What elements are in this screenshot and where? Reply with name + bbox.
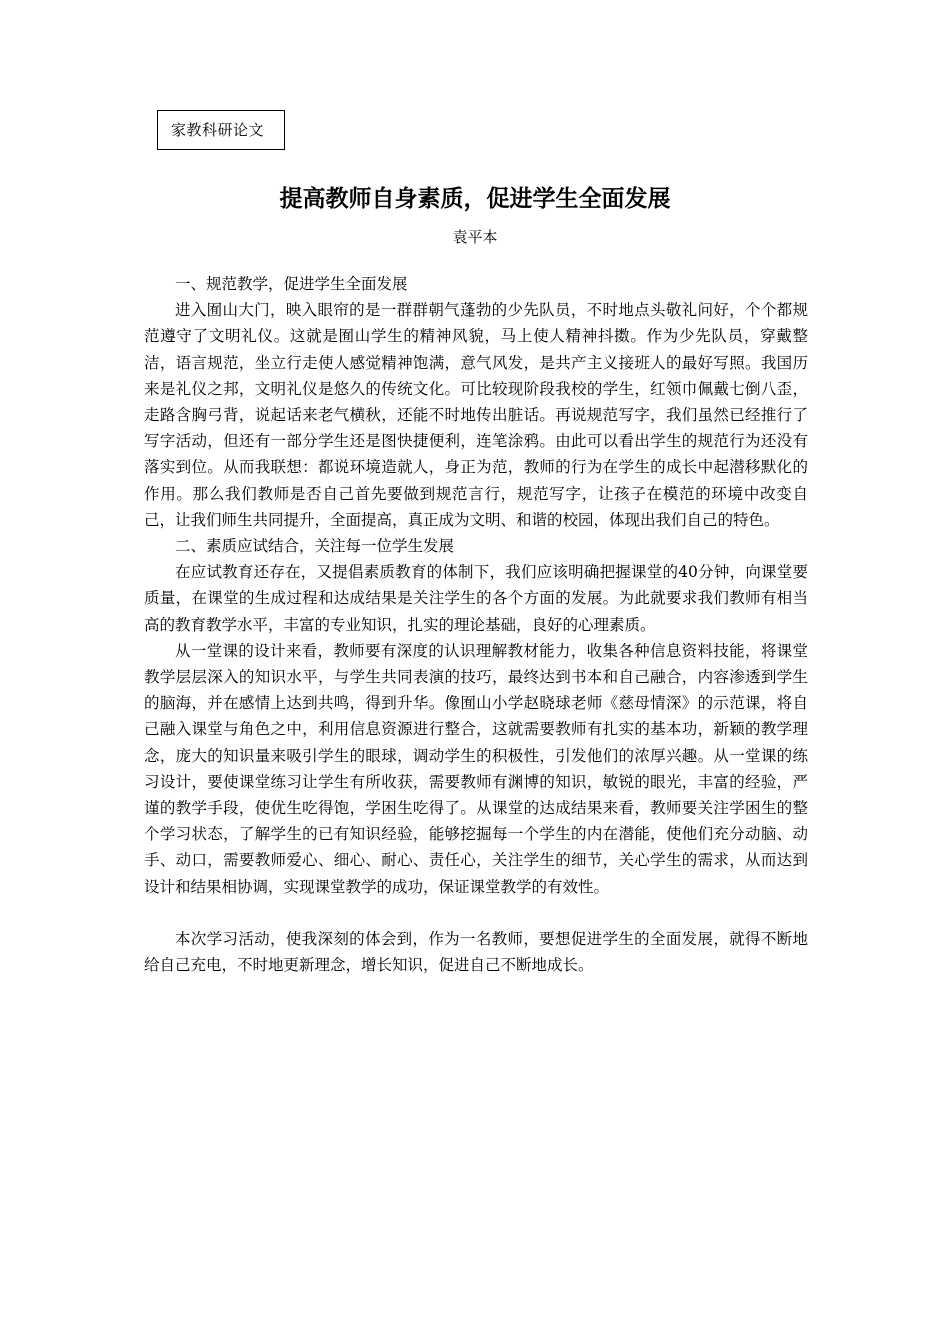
section-2-paragraph-1: 在应试教育还存在，又提倡素质教育的体制下，我们应该明确把握课堂的40分钟，向课堂要质量，在课堂的生成过程和达成结果是关注学生的各个方面的发展。为此就要求我们教师有相当高的教育教学水平，丰富的专业知识，扎实的理论基础，良好的心理素质。	[144, 563, 808, 634]
section-2-paragraph-2: 从一堂课的设计来看，教师要有深度的认识理解教材能力，收集各种信息资料技能，将课堂教学层层深入的知识水平，与学生共同表演的技巧，最终达到书本和自己融合，内容渗透到学生的脑海，并在感情上达到共鸣，得到升华。像囿山小学赵晓球老师《慈母情深》的示范课，将自己融入课堂与角色之中，利用信息资源进行整合，这就需要教师有扎实的基本功，新颖的教学理念，庞大的知识量来吸引学生的眼球，调动学生的积极性，引发他们的浓厚兴趣。从一堂课的练习设计，要使课堂练习让学生有所收获，需要教师有渊博的知识，敏锐的眼光，丰富的经验，严谨的教学手段，使优生吃得饱，学困生吃得了。从课堂的达成结果来看，教师要关注学困生的整个学习状态，了解学生的已有知识经验，能够挖掘每一个学生的内在潜能，使他们充分动脑、动手、动口，需要教师爱心、细心、耐心、责任心，关注学生的细节，关心学生的需求，从而达到设计和结果相协调，实现课堂教学的成功，保证课堂教学的有效性。	[144, 641, 808, 896]
paragraph-spacer	[144, 900, 808, 926]
author-name: 袁平本	[452, 228, 498, 246]
article-title: 提高教师自身素质，促进学生全面发展	[279, 186, 671, 212]
category-label: 家教科研论文	[171, 121, 265, 139]
section-heading-2: 二、素质应试结合，关注每一位学生发展	[175, 537, 455, 556]
article-body	[144, 271, 808, 978]
section-1-paragraph-1: 进入囿山大门，映入眼帘的是一群群朝气蓬勃的少先队员，不时地点头敬礼问好，个个都规范遵守了文明礼仪。这就是囿山学生的精神风貌，马上使人精神抖擞。作为少先队员，穿戴整洁，语言规范，坐立行走使人感觉精神饱满，意气风发，是共产主义接班人的最好写照。我国历来是礼仪之邦，文明礼仪是悠久的传统文化。可比较现阶段我校的学生，红领巾佩戴七倒八歪，走路含胸弓背，说起话来老气横秋，还能不时地传出脏话。再说规范写字，我们虽然已经推行了写字活动，但还有一部分学生还是图快捷便利，连笔涂鸦。由此可以看出学生的规范行为还没有落实到位。从而我联想：都说环境造就人，身正为范，教师的行为在学生的成长中起潜移默化的作用。那么我们教师是否自己首先要做到规范言行，规范写字，让孩子在模范的环境中改变自己，让我们师生共同提升，全面提高，真正成为文明、和谐的校园，体现出我们自己的特色。	[144, 301, 808, 529]
conclusion-paragraph: 本次学习活动，使我深刻的体会到，作为一名教师，要想促进学生的全面发展，就得不断地给自己充电，不时地更新理念，增长知识，促进自己不断地成长。	[144, 930, 808, 975]
section-heading-1: 一、规范教学，促进学生全面发展	[175, 275, 408, 293]
category-label-box	[157, 110, 285, 150]
